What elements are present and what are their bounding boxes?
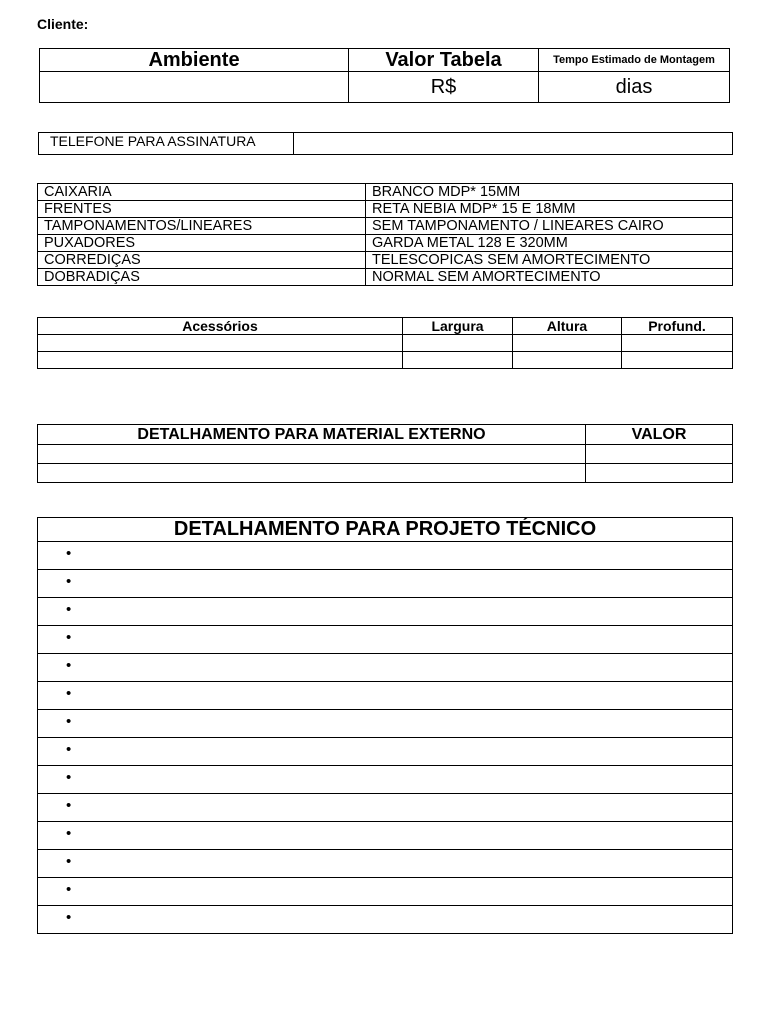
list-item xyxy=(38,794,733,822)
bullet-icon: • xyxy=(66,825,72,842)
cliente-label: Cliente: xyxy=(37,16,89,32)
bullet-icon: • xyxy=(66,769,72,786)
acessorios-table xyxy=(37,317,733,369)
bullet-icon: • xyxy=(66,797,72,814)
list-item xyxy=(38,682,733,710)
projeto-line[interactable] xyxy=(38,822,733,850)
projeto-line[interactable] xyxy=(38,570,733,598)
list-item xyxy=(38,598,733,626)
bullet-icon: • xyxy=(66,881,72,898)
material-item: FRENTES xyxy=(38,201,366,218)
list-item xyxy=(38,738,733,766)
material-externo-cell[interactable] xyxy=(38,464,586,483)
list-item xyxy=(38,710,733,738)
altura-cell[interactable] xyxy=(513,352,622,369)
projeto-line[interactable] xyxy=(38,850,733,878)
material-row xyxy=(38,252,733,269)
acessorio-cell[interactable] xyxy=(38,335,403,352)
bullet-icon: • xyxy=(66,713,72,730)
material-row xyxy=(38,269,733,286)
table-row xyxy=(38,352,733,369)
telefone-label: TELEFONE PARA ASSINATURA xyxy=(39,133,294,155)
table-row xyxy=(38,335,733,352)
material-row xyxy=(38,201,733,218)
material-value: SEM TAMPONAMENTO / LINEARES CAIRO xyxy=(366,218,733,235)
tempo-header: Tempo Estimado de Montagem xyxy=(539,49,730,72)
profund-header: Profund. xyxy=(622,318,733,335)
projeto-line[interactable] xyxy=(38,878,733,906)
telefone-table xyxy=(38,132,733,155)
list-item xyxy=(38,626,733,654)
material-value: GARDA METAL 128 E 320MM xyxy=(366,235,733,252)
projeto-line[interactable] xyxy=(38,654,733,682)
material-value: RETA NEBIA MDP* 15 E 18MM xyxy=(366,201,733,218)
list-item xyxy=(38,822,733,850)
list-item xyxy=(38,850,733,878)
valor-tabela-header: Valor Tabela xyxy=(349,49,539,72)
projeto-line[interactable] xyxy=(38,794,733,822)
valor-cell[interactable]: R$ xyxy=(349,72,539,103)
header-table xyxy=(39,48,730,103)
ambiente-header: Ambiente xyxy=(40,49,349,72)
projeto-tecnico-table xyxy=(37,517,733,934)
material-value: BRANCO MDP* 15MM xyxy=(366,184,733,201)
acessorio-cell[interactable] xyxy=(38,352,403,369)
projeto-line[interactable] xyxy=(38,626,733,654)
altura-header: Altura xyxy=(513,318,622,335)
list-item xyxy=(38,878,733,906)
largura-cell[interactable] xyxy=(403,352,513,369)
projeto-line[interactable] xyxy=(38,906,733,934)
material-row xyxy=(38,218,733,235)
projeto-line[interactable] xyxy=(38,542,733,570)
projeto-line[interactable] xyxy=(38,710,733,738)
material-value: TELESCOPICAS SEM AMORTECIMENTO xyxy=(366,252,733,269)
table-row xyxy=(38,464,733,483)
projeto-line[interactable] xyxy=(38,598,733,626)
material-item: CORREDIÇAS xyxy=(38,252,366,269)
material-value: NORMAL SEM AMORTECIMENTO xyxy=(366,269,733,286)
projeto-tecnico-header: DETALHAMENTO PARA PROJETO TÉCNICO xyxy=(38,518,733,542)
acessorios-header: Acessórios xyxy=(38,318,403,335)
telefone-field[interactable] xyxy=(294,133,733,155)
projeto-line[interactable] xyxy=(38,682,733,710)
material-row xyxy=(38,235,733,252)
largura-header: Largura xyxy=(403,318,513,335)
material-item: CAIXARIA xyxy=(38,184,366,201)
list-item xyxy=(38,906,733,934)
material-externo-cell[interactable] xyxy=(38,445,586,464)
bullet-icon: • xyxy=(66,853,72,870)
valor-cell[interactable] xyxy=(586,445,733,464)
list-item xyxy=(38,654,733,682)
list-item xyxy=(38,766,733,794)
altura-cell[interactable] xyxy=(513,335,622,352)
projeto-line[interactable] xyxy=(38,766,733,794)
list-item xyxy=(38,570,733,598)
table-row xyxy=(38,445,733,464)
profund-cell[interactable] xyxy=(622,335,733,352)
ambiente-cell[interactable] xyxy=(40,72,349,103)
material-item: DOBRADIÇAS xyxy=(38,269,366,286)
largura-cell[interactable] xyxy=(403,335,513,352)
tempo-cell[interactable]: dias xyxy=(539,72,730,103)
bullet-icon: • xyxy=(66,545,72,562)
bullet-icon: • xyxy=(66,601,72,618)
bullet-icon: • xyxy=(66,685,72,702)
materials-table xyxy=(37,183,733,286)
bullet-icon: • xyxy=(66,741,72,758)
bullet-icon: • xyxy=(66,629,72,646)
valor-header: VALOR xyxy=(586,425,733,445)
material-row xyxy=(38,184,733,201)
bullet-icon: • xyxy=(66,573,72,590)
valor-cell[interactable] xyxy=(586,464,733,483)
material-item: TAMPONAMENTOS/LINEARES xyxy=(38,218,366,235)
material-item: PUXADORES xyxy=(38,235,366,252)
bullet-icon: • xyxy=(66,909,72,926)
list-item xyxy=(38,542,733,570)
projeto-line[interactable] xyxy=(38,738,733,766)
profund-cell[interactable] xyxy=(622,352,733,369)
material-externo-table xyxy=(37,424,733,483)
material-externo-header: DETALHAMENTO PARA MATERIAL EXTERNO xyxy=(38,425,586,445)
bullet-icon: • xyxy=(66,657,72,674)
